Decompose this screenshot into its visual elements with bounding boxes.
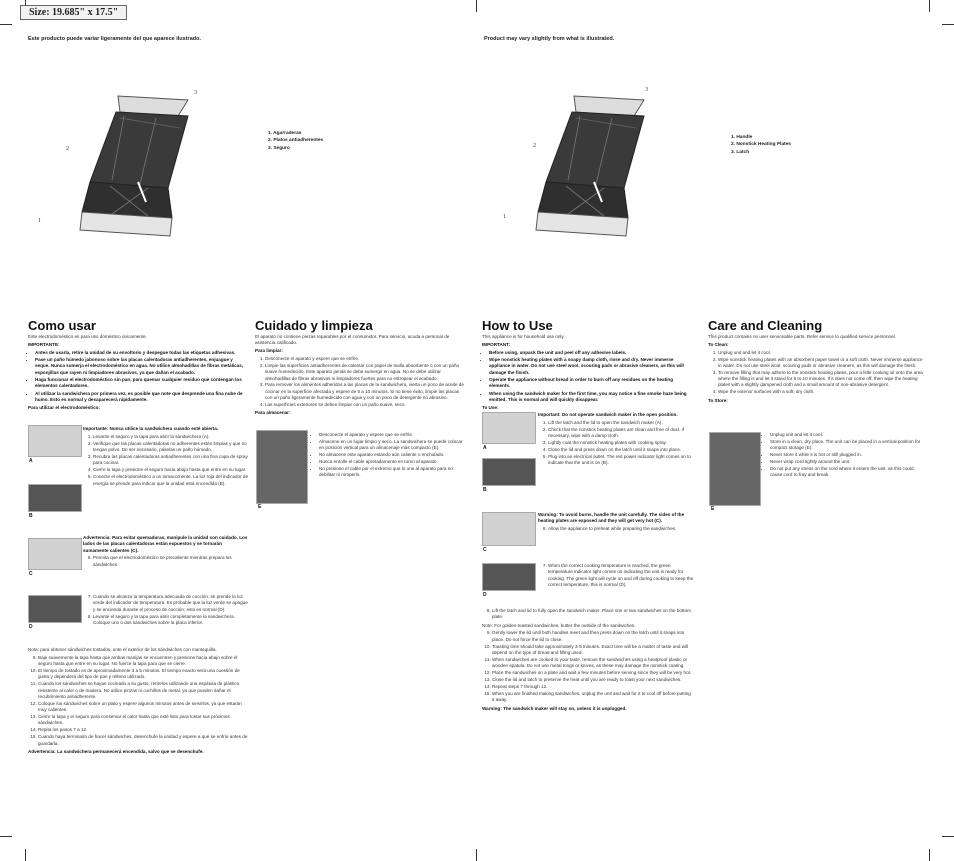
sandwich-maker-illustration — [60, 88, 205, 248]
crop-mark — [0, 24, 12, 25]
figure-label-e: E — [258, 504, 262, 510]
cuidado-text: El aparato no contiene piezas reparables por el consumidor. Para servicio, acuda a personal de asistencia calificado. Para limpiar: 1. Desconecte el aparato y espere que se enfríe. 2. Limpie las superficies antiadherentes de calentar con papel de toalla absorbente o con un paño suave humedecido. Este aparato jamás se debe sumergir en agua. No se debe utilizar almohadillas de fibras abrasivas ni limpiadores fuertes para no estropear el acabado. 3. Para remover los alimentos adheridos a las placas de la sandwichera, vierta un poco de aceite de cocinar en la superficie afectada y espere de 5 a 10 minutos. Si no tiene éxito, limpie las placas con un paño ligeramente humedecido con agua y con un poco de detergente no abrasivo. 4. Las superficies exteriores se deben limpiar con un paño suave, seco. Para almacenar: — [255, 334, 467, 418]
figure-label-b: B — [29, 513, 33, 519]
part-latch: 3. Latch — [731, 149, 750, 155]
figure-label-d: D — [29, 624, 33, 630]
crop-mark — [942, 836, 954, 837]
how-to-use-intro: This appliance is for household use only. IMPORTANT: • Before using, unpack the unit and peel off any adhesive labels. • Wipe nonstick heating plates with a soapy damp cloth, rinse and dry. Never immerse appliance in water. Do not use steel wool, scouring pads or abrasive cleaners, as this will damage the finish. • Operate the appliance without bread in order to burn off any residues on the heating elements. • When using the sandwich maker for the first time, you may notice a fine smoke haze being emitted. This is normal and will quickly disappear. To Use: — [482, 334, 694, 413]
care-text: This product contains no user serviceable parts. Refer service to qualified service personnel. To Clean: 1. Unplug unit and let it cool. 2. Wipe nonstick heating plates with an absorbent paper towel or a soft cloth. Never immerse appliance in water. Do not use steel wool, scouring pads or abrasive cleaners, as this will damage the finish. 3. To remove filling that may adhere to the nonstick heating plates, pour a little cooking oil onto the area where the filling is and let it stand for 5 to 10 minutes. If it does not come off, then wipe the heating plates with a slightly dampened cloth and a small amount of non-abrasive detergent. 4. Wipe the exterior surfaces with a soft, dry cloth. To Store: — [708, 334, 926, 406]
callout-3: 3 — [194, 90, 197, 96]
section-title-cuidado: Cuidado y limpieza — [255, 318, 373, 333]
como-usar-intro: Este electrodoméstico es para uso doméstico únicamente. IMPORTANTE: • Antes de usarla, retire la unidad de su envoltorio y despegue todas las etiquetas adhesivas. • Pase un paño húmedo jabonoso sobre las placas calentadoras antiadherentes, enjuague y seque. Nunca sumerja el electrodoméstico en agua. No utilice almohadillas de fibras metálicas, esponjillas que rayen ni limpiadores abrasivos, ya que dañan el acabado. • Haga funcionar el electrodoméstico sin pan, para quemar cualquier residuo que contengan los elementos calentadores. • Al utilizar la sandwichera por primera vez, es posible que note que desprende una fina nube de humo. Esto es normal y desaparecerá rápidamente. Para utilizar el electrodoméstico: — [28, 334, 248, 413]
size-label: Size: 19.685" x 17.5" — [20, 5, 127, 20]
figure-c — [28, 538, 82, 570]
figure-d — [482, 563, 536, 591]
figure-label-a: A — [29, 458, 33, 464]
how-to-use-steps-1: Important: Do not operate sandwich maker in the open position. 1. Lift the latch and the lid to open the sandwich maker (A). 2. Check that the nonstick heating plates are clean and free of dust. If necessary, wipe with a damp cloth. 3. Lightly coat the nonstick heating plates with cooking spray. 4. Close the lid and press down on the latch until it snaps into place. 5. Plug into an electrical outlet. The red power indicator light comes on to indicate that the unit is on (B). — [538, 412, 694, 467]
figure-a — [28, 425, 82, 457]
como-usar-steps-1: Importante: Nunca utilice la sandwichera cuando esté abierta. 1. Levante el seguro y la tapa para abrir la sandwichera (A). 2. Verifique que las placas calentadoras no adherentes estén limpias y que no tengan polvo. De ser necesario, páselas un paño húmedo. 3. Recubra las placas calentadoras antiadherentes con una fina capa de spray para cocinar. 4. Cierre la tapa y presione el seguro hacia abajo hasta que entre en su lugar. 5. Conecte el electrodoméstico a un tomacorriente. La luz roja del indicador de energía se prende para indicar que la unidad está encendida (B). — [83, 426, 248, 487]
como-usar-steps-2: Advertencia: Para evitar quemaduras, manipule la unidad con cuidado. Los lados de las placas calentadoras están expuestos y se tornarán sumamente calientes (C). 6. Permita que el electrodoméstico se precaliente mientras prepara los sándwiches. — [83, 535, 248, 569]
como-usar-bullets: • Antes de usarla, retire la unidad de su envoltorio y despegue todas las etiquetas adhesivas. • Pase un paño húmedo jabonoso sobre las placas calentadoras antiadherentes, enjuague y seque. Nunca sumerja el electrodoméstico en agua. No utilice almohadillas de fibras metálicas, esponjillas que rayen ni limpiadores abrasivos, ya que dañan el acabado. • Haga funcionar el electrodoméstico sin pan, para quemar cualquier residuo que contengan los elementos calentadores. • Al utilizar la sandwichera por primera vez, es posible que note que desprende una fina nube de humo. Esto es normal y desaparecerá rápidamente. — [28, 350, 248, 404]
figure-b — [482, 458, 536, 486]
section-title-how-to-use: How to Use — [482, 318, 553, 333]
crop-mark — [25, 849, 26, 861]
part-plates: 2. Platos antiadherentes — [268, 138, 324, 144]
callout-1: 1 — [38, 218, 41, 224]
section-title-care: Care and Cleaning — [708, 318, 823, 333]
figure-d — [28, 595, 82, 623]
como-usar-steps-4: Nota: para obtener sándwiches tostados, unte el exterior de los sándwiches con mantequilla. 9. Baje suavemente la tapa hasta que ambas manijas se encuentren y presione hacia abajo sobre el seguro hasta que entre en su lugar. No fuerce la tapa para que se cierre. 10. El tiempo de tostado es de aproximadamente 3 a 5 minutos. El tiempo exacto será una cuestión de gusto y dependerá del tipo de pan y relleno utilizado. 11. Cuando los sándwiches se hayan cocinado a su gusto, retírelos utilizando una espátula de plástico resistente al calor o de madera. No utilice pinzas ni cuchillos de metal, ya que pueden dañar el recubrimiento antiadherente. 12. Coloque los sándwiches sobre un plato y espere algunos minutos antes de servirlos, ya que estarán muy calientes. 13. Cierre la tapa y el seguro para conservar el calor hasta que esté listo para tostar sus próximos sándwiches. 14. Repita los pasos 7 a 12. 15. Cuando haya terminado de hacer sándwiches, desenchufe la unidad y espere a que se enfríe antes de guardarla. Advertencia: La sandwichera permanecerá encendida, salvo que se desenchufe. — [28, 647, 248, 757]
how-to-use-steps-2: Warning: To avoid burns, handle the unit carefully. The sides of the heating plates are exposed and they will get very hot (C). 6. Allow the appliance to preheat while preparing the sandwiches. — [538, 512, 694, 533]
crop-mark — [476, 0, 477, 12]
crop-mark — [942, 24, 954, 25]
disclaimer-es: Este producto puede variar ligeramente del que aparece ilustrado. — [28, 36, 201, 42]
callout-3: 3 — [645, 87, 648, 93]
figure-label-c: C — [29, 571, 33, 577]
crop-mark — [476, 849, 477, 861]
callout-2: 2 — [533, 143, 536, 149]
figure-e — [256, 430, 308, 504]
figure-label-b: B — [483, 487, 487, 493]
parts-list-en — [731, 134, 791, 156]
como-usar-steps-3: 7. Cuando se alcanza la temperatura adecuada de cocción, se prende la luz verde del indicador de temperatura. Es probable que la luz verde se apague y se encienda durante el proceso de cocción; esto es normal (D). 8. Levante el seguro y la tapa para abrir completamente la sandwichera. Coloque uno o dos sándwiches sobre la placa inferior. — [83, 594, 248, 627]
callout-2: 2 — [66, 146, 69, 152]
crop-mark — [929, 849, 930, 861]
figure-a — [482, 412, 536, 444]
section-title-como-usar: Como usar — [28, 318, 96, 333]
figure-b — [28, 484, 82, 512]
care-store: • Unplug unit and let it cool. • Store in a clean, dry place. The unit can be placed in a vertical position for compact storage (E). • Never store it while it is hot or still plugged in. • Never wrap cord tightly around the unit. • Do not put any stress on the cord where it enters the unit, as this could cause cord to fray and break. — [763, 432, 926, 479]
parts-list-es — [268, 130, 323, 152]
figure-e — [709, 432, 761, 506]
crop-mark — [0, 836, 12, 837]
disclaimer-en: Product may vary slightly from what is illustrated. — [484, 36, 615, 42]
part-plates: 2. Nonstick Heating Plates — [731, 142, 791, 148]
figure-label-a: A — [483, 445, 487, 451]
callout-1: 1 — [503, 214, 506, 220]
part-handle: 1. Agarraderas — [268, 131, 302, 136]
part-latch: 3. Seguro — [268, 145, 290, 151]
how-to-use-steps-4: 8. Lift the latch and lid to fully open the sandwich maker. Place one or two sandwiches on the bottom plate. Note: For golden-toasted sandwiches, butter the outside of the sandwiches. 9. Gently lower the lid until both handles meet and then press down on the latch until it snaps into place. Do not force the lid to close. 10. Toasting time should take approximately 3-5 minutes. Exact time will be a matter of taste and will depend on the type of bread and filling used. 11. When sandwiches are cooked to your taste, remove the sandwiches using a heatproof plastic or wooden spatula. Do not use metal tongs or knives, as these may damage the nonstick coating. 12. Place the sandwiches on a plate and wait a few minutes before serving since they will be very hot. 13. Close the lid and latch to preserve the heat until you are ready to toast your next sandwiches. 14. Repeat steps 7 through 12. 15. When you are finished making sandwiches, unplug the unit and wait for it to cool off before putting it away. Warning: The sandwich maker will stay on, unless it is unplugged. — [482, 608, 694, 713]
figure-label-d: D — [483, 592, 487, 598]
sandwich-maker-illustration — [516, 88, 661, 248]
figure-label-e: E — [711, 506, 715, 512]
part-handle: 1. Handle — [731, 135, 753, 140]
how-to-use-steps-3: 7. When the correct cooking temperature is reached, the green temperature indicator light comes on indicating the unit is ready for cooking. The green light will cycle on and off during cooking to keep the correct temperature, this is normal (D). — [538, 563, 694, 589]
cuidado-store: • Desconecte el aparato y espere que se enfríe. • Almacene en un lugar limpio y seco. La sandwichera se puede colocar en posición vertical para un almacenaje más compacto (E). • No almacene este aparato estando aún caliente o enchufado. • Nunca enrolle el cable apretadamente en torno al aparato. • No presione el cable por el extremo que lo une al aparato para no debilitar ni romperlo. — [312, 432, 467, 479]
figure-label-c: C — [483, 547, 487, 553]
crop-mark — [929, 0, 930, 12]
figure-c — [482, 512, 536, 546]
